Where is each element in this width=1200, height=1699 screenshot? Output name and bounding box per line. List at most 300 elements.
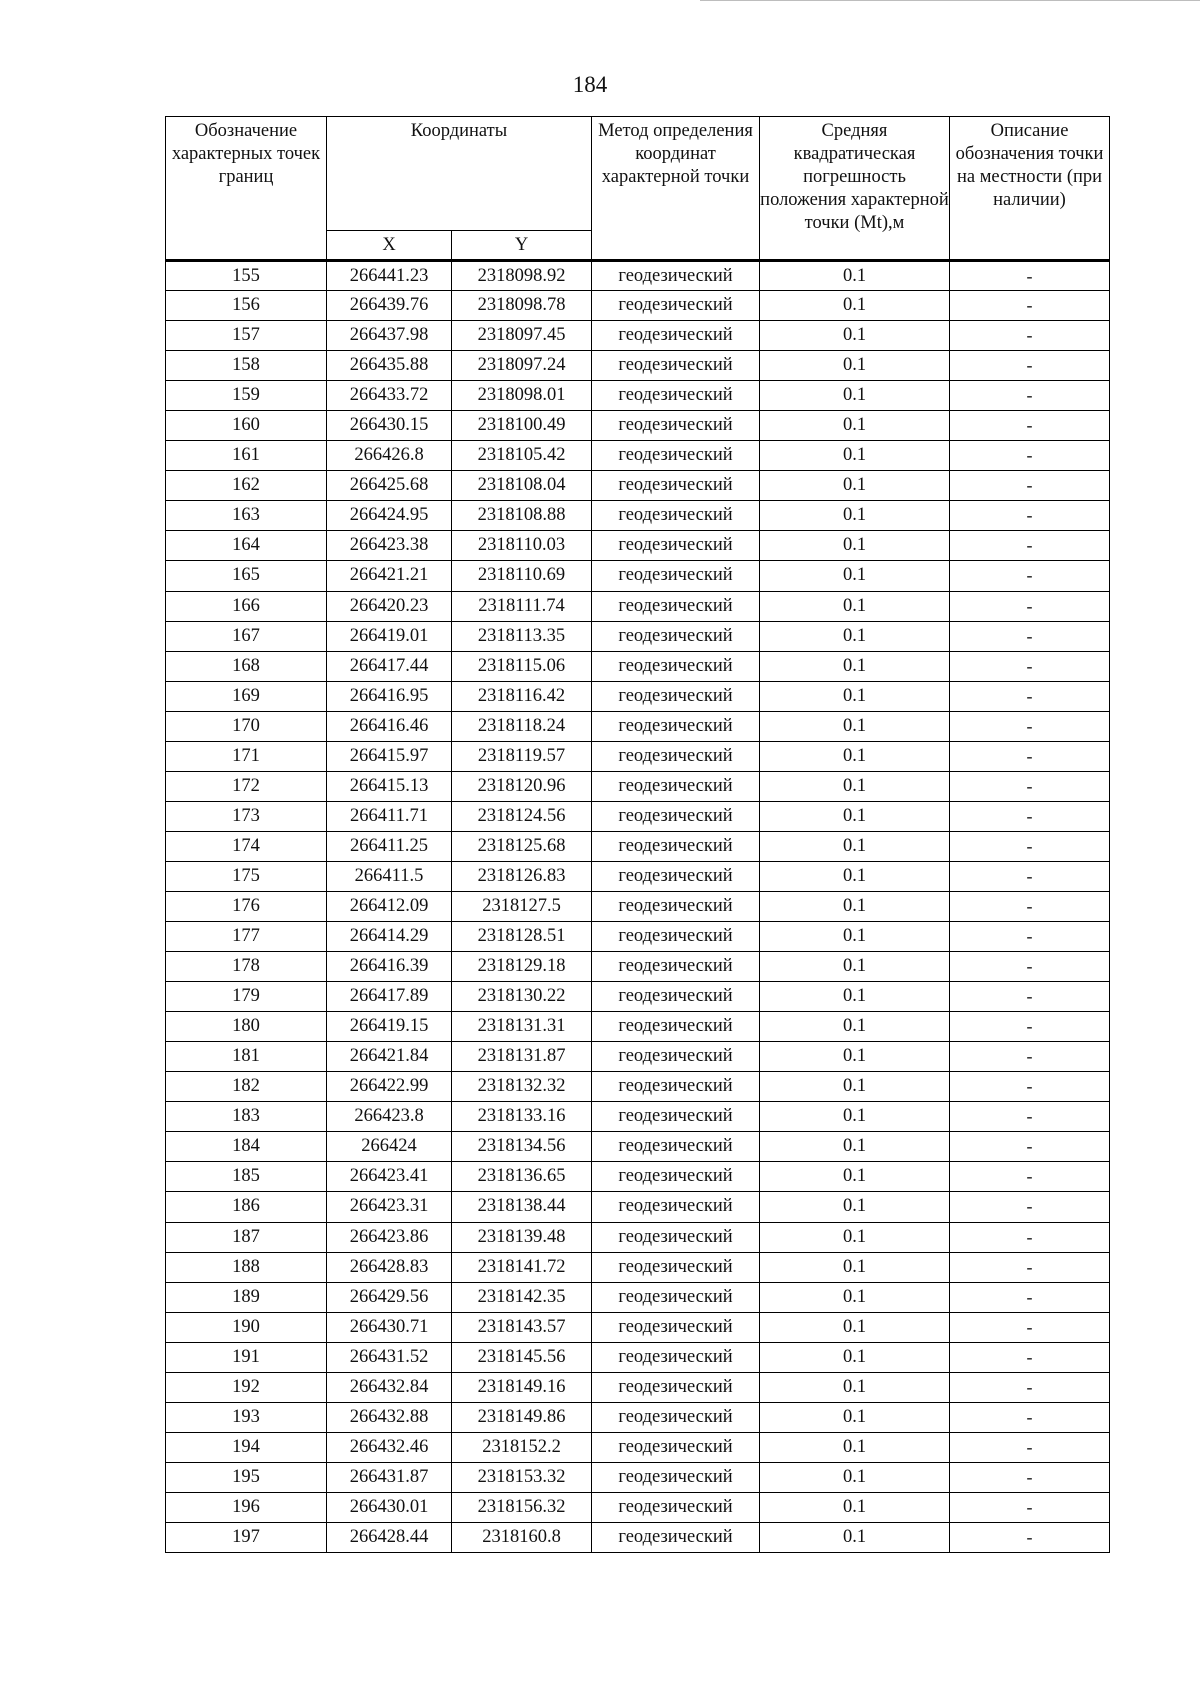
cell-point: 197: [166, 1522, 327, 1552]
cell-method: геодезический: [592, 1102, 760, 1132]
coordinates-table-wrap: [165, 116, 1110, 1553]
cell-error: 0.1: [760, 1342, 950, 1372]
cell-y: 2318127.5: [452, 891, 592, 921]
table-row: [166, 741, 1110, 771]
cell-x: 266423.38: [327, 531, 452, 561]
cell-point: 170: [166, 711, 327, 741]
table-row: [166, 1492, 1110, 1522]
cell-point: 189: [166, 1282, 327, 1312]
table-row: [166, 1522, 1110, 1552]
cell-y: 2318130.22: [452, 982, 592, 1012]
cell-error: 0.1: [760, 1162, 950, 1192]
cell-description: -: [950, 1432, 1110, 1462]
cell-x: 266423.8: [327, 1102, 452, 1132]
cell-method: геодезический: [592, 441, 760, 471]
table-row: [166, 1132, 1110, 1162]
cell-x: 266435.88: [327, 351, 452, 381]
cell-point: 168: [166, 651, 327, 681]
cell-point: 194: [166, 1432, 327, 1462]
cell-y: 2318136.65: [452, 1162, 592, 1192]
cell-y: 2318133.16: [452, 1102, 592, 1132]
cell-point: 181: [166, 1042, 327, 1072]
cell-description: -: [950, 1372, 1110, 1402]
cell-x: 266417.89: [327, 982, 452, 1012]
cell-point: 166: [166, 591, 327, 621]
cell-method: геодезический: [592, 1282, 760, 1312]
cell-method: геодезический: [592, 261, 760, 291]
cell-x: 266416.46: [327, 711, 452, 741]
cell-y: 2318160.8: [452, 1522, 592, 1552]
cell-x: 266433.72: [327, 381, 452, 411]
cell-y: 2318125.68: [452, 831, 592, 861]
cell-method: геодезический: [592, 1312, 760, 1342]
cell-x: 266411.25: [327, 831, 452, 861]
cell-y: 2318098.92: [452, 261, 592, 291]
cell-x: 266411.5: [327, 861, 452, 891]
cell-method: геодезический: [592, 291, 760, 321]
header-method: Метод определения координат характерной точки: [592, 117, 760, 261]
cell-method: геодезический: [592, 861, 760, 891]
cell-method: геодезический: [592, 471, 760, 501]
cell-error: 0.1: [760, 1012, 950, 1042]
cell-y: 2318138.44: [452, 1192, 592, 1222]
cell-point: 183: [166, 1102, 327, 1132]
cell-point: 162: [166, 471, 327, 501]
table-row: [166, 1342, 1110, 1372]
table-row: [166, 982, 1110, 1012]
table-row: [166, 1282, 1110, 1312]
cell-error: 0.1: [760, 1222, 950, 1252]
header-point: Обозначение характерных точек границ: [166, 117, 327, 261]
cell-description: -: [950, 411, 1110, 441]
cell-description: -: [950, 1312, 1110, 1342]
cell-y: 2318119.57: [452, 741, 592, 771]
cell-x: 266428.44: [327, 1522, 452, 1552]
cell-error: 0.1: [760, 651, 950, 681]
cell-x: 266432.46: [327, 1432, 452, 1462]
cell-x: 266439.76: [327, 291, 452, 321]
cell-y: 2318124.56: [452, 801, 592, 831]
table-row: [166, 1162, 1110, 1192]
cell-error: 0.1: [760, 982, 950, 1012]
cell-point: 177: [166, 922, 327, 952]
cell-point: 190: [166, 1312, 327, 1342]
coordinates-table: [165, 116, 1110, 1553]
cell-y: 2318142.35: [452, 1282, 592, 1312]
table-row: [166, 1102, 1110, 1132]
cell-method: геодезический: [592, 1222, 760, 1252]
table-row: [166, 561, 1110, 591]
table-row: [166, 1312, 1110, 1342]
cell-description: -: [950, 321, 1110, 351]
cell-y: 2318110.69: [452, 561, 592, 591]
cell-error: 0.1: [760, 681, 950, 711]
cell-point: 178: [166, 952, 327, 982]
cell-error: 0.1: [760, 741, 950, 771]
cell-point: 186: [166, 1192, 327, 1222]
cell-error: 0.1: [760, 1492, 950, 1522]
cell-error: 0.1: [760, 321, 950, 351]
cell-description: -: [950, 261, 1110, 291]
cell-x: 266421.84: [327, 1042, 452, 1072]
cell-x: 266441.23: [327, 261, 452, 291]
cell-method: геодезический: [592, 381, 760, 411]
cell-point: 175: [166, 861, 327, 891]
cell-method: геодезический: [592, 651, 760, 681]
cell-point: 173: [166, 801, 327, 831]
table-row: [166, 681, 1110, 711]
cell-point: 191: [166, 1342, 327, 1372]
cell-x: 266423.86: [327, 1222, 452, 1252]
cell-y: 2318149.86: [452, 1402, 592, 1432]
cell-description: -: [950, 1132, 1110, 1162]
cell-description: -: [950, 1222, 1110, 1252]
cell-method: геодезический: [592, 771, 760, 801]
header-y: Y: [452, 231, 592, 261]
cell-method: геодезический: [592, 1192, 760, 1222]
cell-error: 0.1: [760, 291, 950, 321]
cell-method: геодезический: [592, 1372, 760, 1402]
table-row: [166, 1372, 1110, 1402]
table-row: [166, 591, 1110, 621]
cell-error: 0.1: [760, 1432, 950, 1462]
cell-error: 0.1: [760, 1522, 950, 1552]
cell-x: 266417.44: [327, 651, 452, 681]
cell-point: 184: [166, 1132, 327, 1162]
cell-description: -: [950, 1072, 1110, 1102]
table-row: [166, 501, 1110, 531]
cell-error: 0.1: [760, 381, 950, 411]
cell-error: 0.1: [760, 1132, 950, 1162]
cell-x: 266425.68: [327, 471, 452, 501]
cell-description: -: [950, 1282, 1110, 1312]
cell-description: -: [950, 1492, 1110, 1522]
cell-error: 0.1: [760, 411, 950, 441]
cell-point: 169: [166, 681, 327, 711]
cell-description: -: [950, 982, 1110, 1012]
table-row: [166, 411, 1110, 441]
cell-error: 0.1: [760, 441, 950, 471]
table-row: [166, 831, 1110, 861]
cell-description: -: [950, 922, 1110, 952]
cell-description: -: [950, 1042, 1110, 1072]
table-row: [166, 1042, 1110, 1072]
cell-description: -: [950, 741, 1110, 771]
cell-method: геодезический: [592, 501, 760, 531]
cell-x: 266415.97: [327, 741, 452, 771]
cell-method: геодезический: [592, 1252, 760, 1282]
cell-x: 266416.39: [327, 952, 452, 982]
cell-method: геодезический: [592, 711, 760, 741]
cell-x: 266432.84: [327, 1372, 452, 1402]
cell-point: 159: [166, 381, 327, 411]
cell-y: 2318116.42: [452, 681, 592, 711]
cell-x: 266411.71: [327, 801, 452, 831]
cell-description: -: [950, 591, 1110, 621]
cell-y: 2318108.88: [452, 501, 592, 531]
cell-x: 266430.15: [327, 411, 452, 441]
cell-x: 266421.21: [327, 561, 452, 591]
cell-description: -: [950, 1462, 1110, 1492]
cell-y: 2318108.04: [452, 471, 592, 501]
cell-point: 192: [166, 1372, 327, 1402]
cell-y: 2318152.2: [452, 1432, 592, 1462]
cell-point: 163: [166, 501, 327, 531]
cell-x: 266426.8: [327, 441, 452, 471]
cell-method: геодезический: [592, 531, 760, 561]
cell-description: -: [950, 1522, 1110, 1552]
cell-point: 165: [166, 561, 327, 591]
cell-point: 157: [166, 321, 327, 351]
cell-error: 0.1: [760, 801, 950, 831]
cell-error: 0.1: [760, 261, 950, 291]
cell-x: 266416.95: [327, 681, 452, 711]
cell-point: 158: [166, 351, 327, 381]
cell-point: 164: [166, 531, 327, 561]
cell-y: 2318097.45: [452, 321, 592, 351]
cell-description: -: [950, 861, 1110, 891]
cell-error: 0.1: [760, 1192, 950, 1222]
cell-error: 0.1: [760, 711, 950, 741]
cell-y: 2318156.32: [452, 1492, 592, 1522]
cell-x: 266414.29: [327, 922, 452, 952]
cell-error: 0.1: [760, 1312, 950, 1342]
cell-method: геодезический: [592, 561, 760, 591]
cell-x: 266428.83: [327, 1252, 452, 1282]
cell-point: 161: [166, 441, 327, 471]
cell-point: 174: [166, 831, 327, 861]
cell-y: 2318129.18: [452, 952, 592, 982]
cell-point: 172: [166, 771, 327, 801]
cell-method: геодезический: [592, 1432, 760, 1462]
cell-point: 171: [166, 741, 327, 771]
cell-point: 193: [166, 1402, 327, 1432]
table-row: [166, 711, 1110, 741]
cell-y: 2318097.24: [452, 351, 592, 381]
table-row: [166, 621, 1110, 651]
table-row: [166, 471, 1110, 501]
cell-method: геодезический: [592, 321, 760, 351]
cell-description: -: [950, 711, 1110, 741]
cell-x: 266431.87: [327, 1462, 452, 1492]
cell-y: 2318143.57: [452, 1312, 592, 1342]
cell-error: 0.1: [760, 1282, 950, 1312]
cell-method: геодезический: [592, 1042, 760, 1072]
cell-point: 182: [166, 1072, 327, 1102]
cell-y: 2318113.35: [452, 621, 592, 651]
table-row: [166, 261, 1110, 291]
cell-x: 266424: [327, 1132, 452, 1162]
cell-error: 0.1: [760, 621, 950, 651]
cell-method: геодезический: [592, 1012, 760, 1042]
cell-method: геодезический: [592, 1462, 760, 1492]
cell-x: 266429.56: [327, 1282, 452, 1312]
table-row: [166, 651, 1110, 681]
cell-point: 155: [166, 261, 327, 291]
cell-method: геодезический: [592, 1072, 760, 1102]
table-row: [166, 441, 1110, 471]
header-coordinates: Координаты: [327, 117, 592, 231]
cell-description: -: [950, 1402, 1110, 1432]
cell-x: 266412.09: [327, 891, 452, 921]
cell-description: -: [950, 681, 1110, 711]
cell-method: геодезический: [592, 621, 760, 651]
cell-y: 2318111.74: [452, 591, 592, 621]
cell-error: 0.1: [760, 771, 950, 801]
cell-error: 0.1: [760, 922, 950, 952]
cell-y: 2318141.72: [452, 1252, 592, 1282]
cell-y: 2318131.87: [452, 1042, 592, 1072]
cell-point: 187: [166, 1222, 327, 1252]
cell-description: -: [950, 1012, 1110, 1042]
cell-error: 0.1: [760, 1042, 950, 1072]
table-row: [166, 1432, 1110, 1462]
cell-method: геодезический: [592, 1492, 760, 1522]
cell-error: 0.1: [760, 471, 950, 501]
cell-y: 2318118.24: [452, 711, 592, 741]
cell-method: геодезический: [592, 831, 760, 861]
page-number: 184: [572, 72, 608, 97]
cell-description: -: [950, 1192, 1110, 1222]
cell-method: геодезический: [592, 411, 760, 441]
cell-point: 180: [166, 1012, 327, 1042]
cell-point: 179: [166, 982, 327, 1012]
header-error: Средняя квадратическая погрешность положения характерной точки (Mt),м: [760, 117, 950, 261]
cell-x: 266419.15: [327, 1012, 452, 1042]
cell-description: -: [950, 441, 1110, 471]
cell-method: геодезический: [592, 801, 760, 831]
cell-error: 0.1: [760, 561, 950, 591]
cell-y: 2318145.56: [452, 1342, 592, 1372]
cell-error: 0.1: [760, 1102, 950, 1132]
table-row: [166, 1402, 1110, 1432]
cell-description: -: [950, 831, 1110, 861]
cell-method: геодезический: [592, 891, 760, 921]
cell-y: 2318131.31: [452, 1012, 592, 1042]
cell-point: 188: [166, 1252, 327, 1282]
cell-point: 195: [166, 1462, 327, 1492]
cell-y: 2318149.16: [452, 1372, 592, 1402]
cell-error: 0.1: [760, 1252, 950, 1282]
table-row: [166, 321, 1110, 351]
header-description: Описание обозначения точки на местности (при наличии): [950, 117, 1110, 261]
table-row: [166, 891, 1110, 921]
cell-description: -: [950, 651, 1110, 681]
table-row: [166, 861, 1110, 891]
table-row: [166, 801, 1110, 831]
cell-description: -: [950, 1342, 1110, 1372]
cell-description: -: [950, 891, 1110, 921]
cell-point: 176: [166, 891, 327, 921]
cell-method: геодезический: [592, 1162, 760, 1192]
cell-method: геодезический: [592, 1522, 760, 1552]
cell-y: 2318128.51: [452, 922, 592, 952]
cell-description: -: [950, 561, 1110, 591]
cell-description: -: [950, 621, 1110, 651]
cell-error: 0.1: [760, 952, 950, 982]
cell-y: 2318100.49: [452, 411, 592, 441]
cell-method: геодезический: [592, 591, 760, 621]
table-row: [166, 1252, 1110, 1282]
cell-x: 266432.88: [327, 1402, 452, 1432]
cell-error: 0.1: [760, 1072, 950, 1102]
table-row: [166, 531, 1110, 561]
cell-description: -: [950, 501, 1110, 531]
table-row: [166, 291, 1110, 321]
top-rule: [700, 0, 1200, 1]
cell-description: -: [950, 801, 1110, 831]
cell-x: 266437.98: [327, 321, 452, 351]
cell-error: 0.1: [760, 351, 950, 381]
cell-x: 266423.31: [327, 1192, 452, 1222]
cell-y: 2318139.48: [452, 1222, 592, 1252]
cell-description: -: [950, 952, 1110, 982]
cell-method: геодезический: [592, 922, 760, 952]
cell-x: 266419.01: [327, 621, 452, 651]
cell-y: 2318098.78: [452, 291, 592, 321]
cell-method: геодезический: [592, 1132, 760, 1162]
cell-x: 266424.95: [327, 501, 452, 531]
cell-method: геодезический: [592, 982, 760, 1012]
cell-point: 167: [166, 621, 327, 651]
table-row: [166, 1222, 1110, 1252]
cell-y: 2318132.32: [452, 1072, 592, 1102]
cell-description: -: [950, 531, 1110, 561]
cell-description: -: [950, 471, 1110, 501]
cell-y: 2318098.01: [452, 381, 592, 411]
cell-description: -: [950, 1102, 1110, 1132]
cell-description: -: [950, 1252, 1110, 1282]
table-row: [166, 952, 1110, 982]
cell-error: 0.1: [760, 501, 950, 531]
cell-method: геодезический: [592, 741, 760, 771]
table-row: [166, 1462, 1110, 1492]
cell-point: 196: [166, 1492, 327, 1522]
cell-error: 0.1: [760, 1462, 950, 1492]
table-row: [166, 381, 1110, 411]
table-row: [166, 351, 1110, 381]
table-row: [166, 1012, 1110, 1042]
table-row: [166, 771, 1110, 801]
table-row: [166, 1072, 1110, 1102]
cell-description: -: [950, 771, 1110, 801]
cell-x: 266431.52: [327, 1342, 452, 1372]
cell-description: -: [950, 1162, 1110, 1192]
table-row: [166, 922, 1110, 952]
cell-error: 0.1: [760, 531, 950, 561]
cell-x: 266415.13: [327, 771, 452, 801]
cell-description: -: [950, 291, 1110, 321]
cell-error: 0.1: [760, 591, 950, 621]
table-body: [166, 261, 1110, 1553]
header-x: X: [327, 231, 452, 261]
table-row: [166, 1192, 1110, 1222]
cell-error: 0.1: [760, 1372, 950, 1402]
cell-y: 2318134.56: [452, 1132, 592, 1162]
cell-error: 0.1: [760, 861, 950, 891]
cell-point: 185: [166, 1162, 327, 1192]
cell-method: геодезический: [592, 1402, 760, 1432]
cell-y: 2318126.83: [452, 861, 592, 891]
cell-y: 2318105.42: [452, 441, 592, 471]
cell-error: 0.1: [760, 831, 950, 861]
cell-x: 266422.99: [327, 1072, 452, 1102]
cell-method: геодезический: [592, 1342, 760, 1372]
cell-error: 0.1: [760, 1402, 950, 1432]
cell-x: 266430.01: [327, 1492, 452, 1522]
cell-description: -: [950, 381, 1110, 411]
cell-point: 160: [166, 411, 327, 441]
